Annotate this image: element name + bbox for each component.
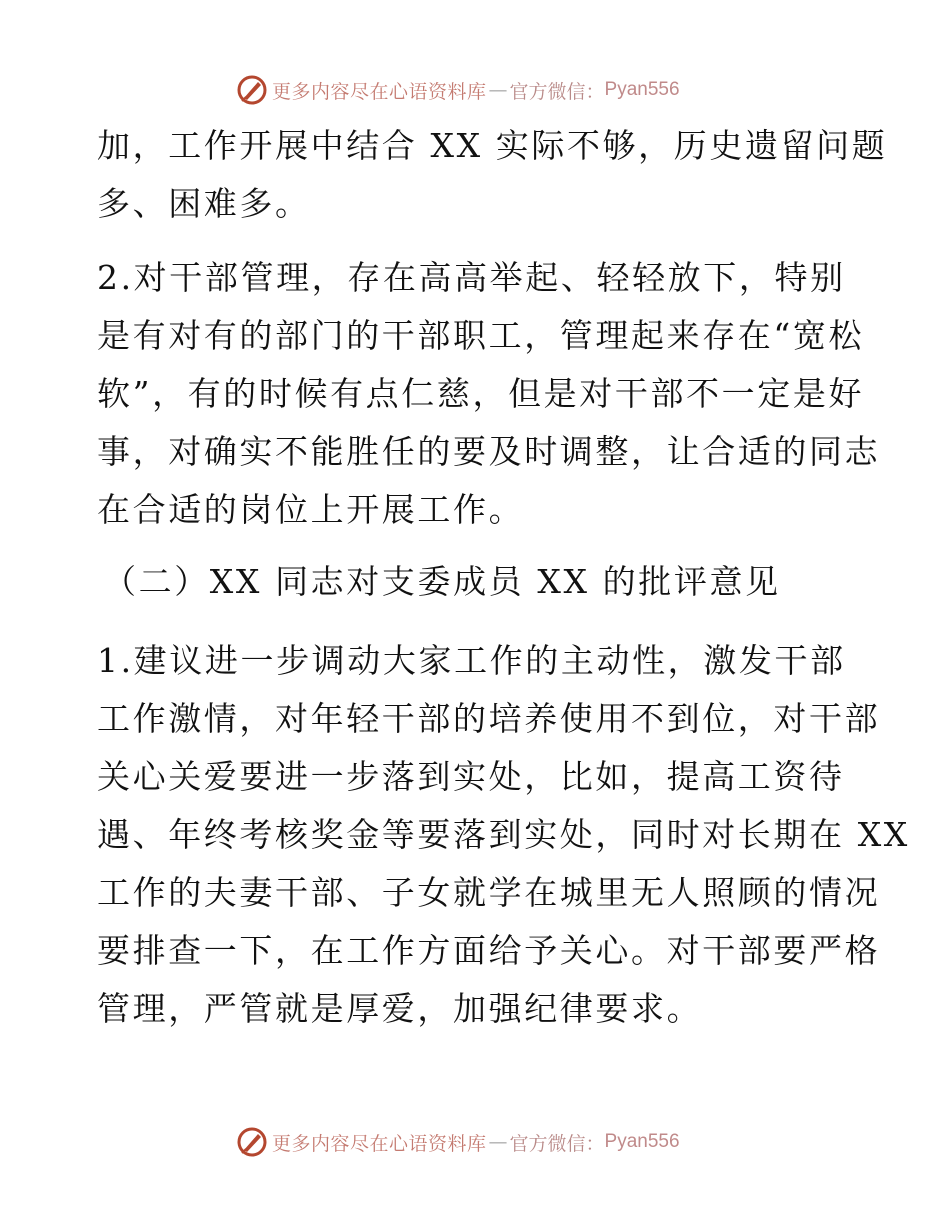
body-line: 管理，严管就是厚爱，加强纪律要求。 [97, 989, 703, 1028]
body-line: 加，工作开展中结合 XX 实际不够，历史遗留问题 [97, 126, 888, 165]
body-line: 遇、年终考核奖金等要落到实处，同时对长期在 XX [97, 815, 910, 854]
watermark-account: Pyan556 [604, 79, 680, 100]
watermark-label: 官方微信： [509, 80, 605, 103]
header-watermark [236, 73, 680, 107]
body-line: 关心关爱要进一步落到实处，比如，提高工资待 [97, 757, 845, 796]
section-heading: （二）XX 同志对支委成员 XX 的批评意见 [103, 562, 781, 601]
watermark-site-text: 更多内容尽在心语资料库 [272, 1132, 487, 1155]
watermark-site-text: 更多内容尽在心语资料库 [272, 80, 487, 103]
body-line: 软”，有的时候有点仁慈，但是对干部不一定是好 [97, 374, 865, 413]
watermark-account: Pyan556 [604, 1131, 680, 1152]
body-line: 在合适的岗位上开展工作。 [97, 490, 525, 529]
footer-watermark [236, 1125, 680, 1159]
body-line: 2.对干部管理，存在高高举起、轻轻放下，特别 [97, 258, 846, 297]
body-line: 1.建议进一步调动大家工作的主动性，激发干部 [97, 641, 846, 680]
body-line: 工作的夫妻干部、子女就学在城里无人照顾的情况 [97, 873, 881, 912]
body-line: 是有对有的部门的干部职工，管理起来存在“宽松 [97, 316, 865, 355]
body-line: 工作激情，对年轻干部的培养使用不到位，对干部 [97, 699, 881, 738]
quill-logo-icon [236, 1126, 268, 1158]
watermark-separator: — [488, 1131, 508, 1153]
body-line: 多、困难多。 [97, 184, 311, 223]
body-line: 要排查一下，在工作方面给予关心。对干部要严格 [97, 931, 881, 970]
body-line: 事，对确实不能胜任的要及时调整，让合适的同志 [97, 432, 881, 471]
watermark-separator: — [488, 79, 508, 101]
quill-logo-icon [236, 74, 268, 106]
watermark-label: 官方微信： [509, 1132, 605, 1155]
